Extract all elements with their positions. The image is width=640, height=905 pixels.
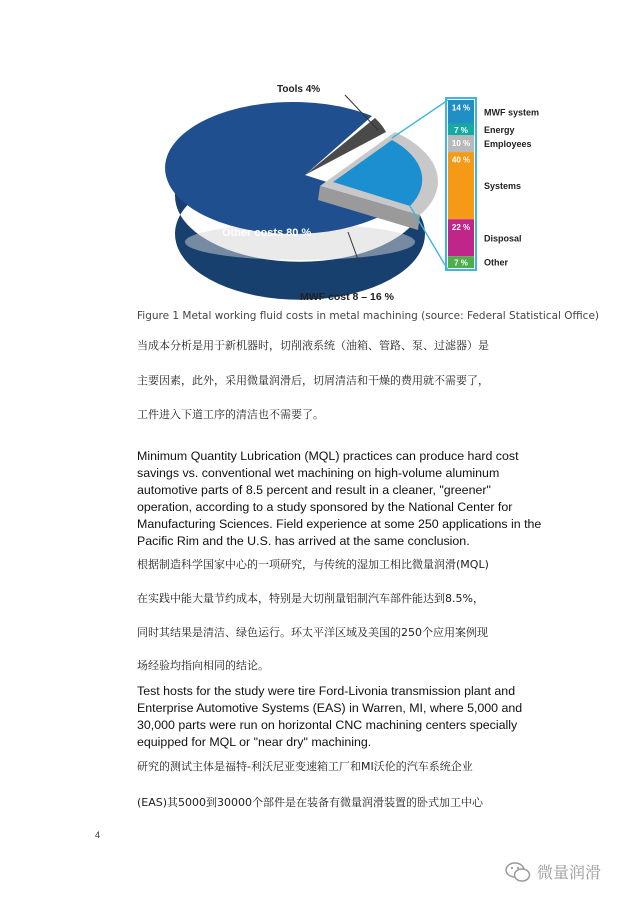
page-number: 4 (95, 830, 101, 840)
en-paragraph-1-text: Minimum Quantity Lubrication (MQL) practices can produce hard cost savings vs. conventional wet machining on high-volume aluminum automotive parts of 8.5 percent and result in a cleaner, "greener" operation, according to a study sponsored by the National Center for Manufacturing Sciences. Field experience at some 250 applications in the Pacific Rim and the U.S. has arrived at the same conclusion. (137, 449, 542, 548)
wechat-icon (505, 861, 531, 883)
stack-category-label: Disposal (484, 233, 522, 244)
stack-value-label: 14 % (451, 103, 471, 113)
stack-category-label: MWF system (484, 107, 540, 118)
zh-para3-line1: 研究的测试主体是福特-利沃尼亚变速箱工厂和MI沃伦的汽车系统企业 (137, 760, 473, 773)
stack-category-label: Employees (484, 139, 532, 150)
zh-para2-line2: 在实践中能大量节约成本，特别是大切削量铝制汽车部件能达到8.5%， (137, 592, 484, 605)
stack-category-label: Systems (484, 181, 522, 192)
label-tools: Tools 4% (277, 84, 321, 95)
stack-value-label: 22 % (451, 222, 471, 232)
watermark (505, 860, 601, 883)
mwf-cost-figure (0, 0, 640, 310)
figure-caption: Figure 1 Metal working fluid costs in metal machining (source: Federal Statistical Office) (137, 310, 600, 322)
zh-para1-line1: 当成本分析是用于新机器时，切削液系统（油箱、管路、泵、过滤器）是 (137, 339, 489, 352)
zh-para2-line4: 场经验均指向相同的结论。 (137, 659, 269, 672)
zh-para1-line2: 主要因素，此外，采用微量润滑后，切屑清洁和干燥的费用就不需要了， (137, 374, 489, 387)
zh-para2-line3: 同时其结果是清洁、绿色运行。环太平洋区域及美国的250个应用案例现 (137, 626, 488, 639)
en-paragraph-2 (137, 683, 547, 751)
stack-value-label: 7 % (454, 125, 468, 135)
stack-value-label: 7 % (454, 258, 468, 268)
label-mwf-cost: MWF cost 8 – 16 % (300, 291, 394, 303)
zh-para3-line2: (EAS)其5000到30000个部件是在装备有微量润滑装置的卧式加工中心 (137, 796, 484, 809)
stack-value-label: 40 % (451, 155, 471, 165)
zh-para1-line3: 工件进入下道工序的清洁也不需要了。 (137, 408, 324, 421)
stack-category-label: Other (484, 257, 509, 268)
watermark-text: 微量润滑 (537, 863, 602, 882)
en-paragraph-1 (137, 448, 547, 550)
stack-category-label: Energy (484, 124, 515, 135)
label-other-costs: Other costs 80 % (222, 227, 312, 239)
stack-value-label: 10 % (451, 138, 471, 148)
en-paragraph-2-text: Test hosts for the study were tire Ford-Livonia transmission plant and Enterprise Automotive Systems (EAS) in Warren, MI, where 5,000 and 30,000 parts were run on horizontal CNC machining centers specially equipped for MQL or "near dry" machining. (137, 684, 523, 749)
zh-para2-line1: 根据制造科学国家中心的一项研究，与传统的湿加工相比微量润滑(MQL) (137, 558, 489, 571)
